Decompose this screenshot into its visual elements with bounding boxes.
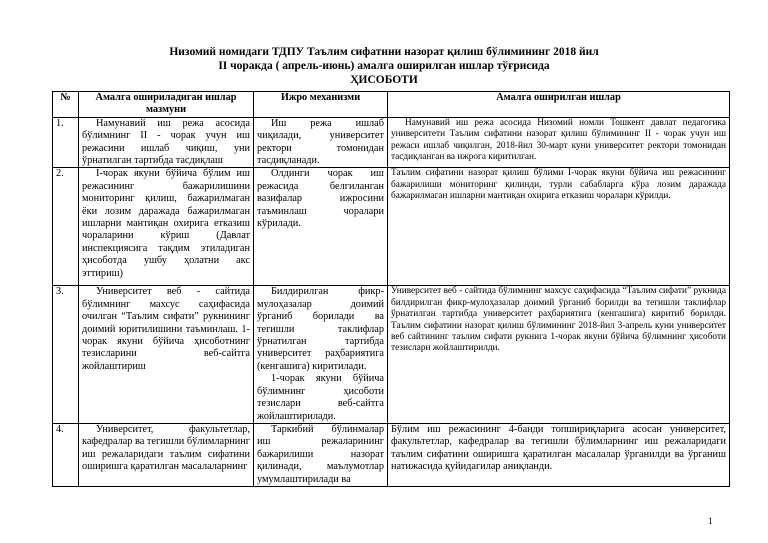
row-number: 1. [53,117,79,168]
header-number: № [53,92,79,118]
row-number: 4. [53,423,79,486]
table-header-row [53,92,730,118]
row-done: Намунавий иш режа асосида Низомий номли Тошкент давлат педагогика университети Таълим сифатини назорат қилиш бўлимининг II - чорак учун иш режаси ишлаб чиқилган, 2018-йил 30-март куни университет ректори томонидан тасдиқланган ва ижрога киритилган. [388,117,730,168]
table-row [53,117,730,168]
row-mechanism-part-2: 1-чорак якуни бўйича бўлимнинг ҳисоботи тезислари веб-сайтга жойлаштирилади. [257,373,384,422]
page-number: 1 [708,517,713,527]
report-title-line-2: II чоракда ( апрель-июнь) амалга оширилган ишлар тўғрисида [218,60,550,72]
row-content: I-чорак якуни бўйича бўлим иш режасининг бажарилишини мониторинг қилиш, бажарилмаган ёки лозим даражада бажарилмаган ишларни мантиқан охирига етказиш чораларини кўриш (Давлат инспекциясига тақдим этиладиган ҳисоботда ушбу ҳолатни акс эттириш) [79,168,254,286]
row-mechanism: Иш режа ишлаб чиқилади, университет ректори томонидан тасдиқланади. [254,117,388,168]
row-number: 3. [53,286,79,423]
row-done: Бўлим иш режасининг 4-банди топшириқларига асосан университет, факультетлар, кафедралар ва тегишли бўлимларнинг иш режаларидаги таълим сифатини оширишга қаратилган масалалар ўрганилди ва ўрганиш натижасида қуйидагилар аниқланди. [388,423,730,486]
header-content: Амалга ошириладиган ишлар мазмуни [79,92,254,118]
table-row [53,423,730,486]
row-done: Университет веб - сайтида бўлимнинг махсус саҳифасида “Таълим сифати” рукнида билдирилган фикр-мулоҳазалар доимий ўрганиб борилди ва тегишли таклифлар ўрнатилган тартибда университет раҳбариятига (кенгашига) киритиб борилди. Таълим сифатини назорат қилиш бўлимининг 2018-йил 3-апрель куни университет веб сайтининг таълим сифати рукнига 1-чорак якуни бўйича бўлимнинг ҳисоботи тезислари жойлаштирилди. [388,286,730,423]
row-number: 2. [53,168,79,286]
row-content: Университет веб - сайтида бўлимнинг махсус саҳифасида очилган “Таълим сифати” рукнининг доимий юритилишини таъминлаш. 1-чорак якуни бўйича ҳисоботнинг тезисларини веб-сайтга жойлаштириш [79,286,254,423]
table-row [53,286,730,423]
report-title-line-3: ҲИСОБОТИ [350,74,418,86]
row-mechanism-part-1: Билдирилган фикр-мулоҳазалар доимий ўрганиб борилади ва тегишли таклифлар ўрнатилган тартибда университет раҳбариятига (кенгашига) киритилади. [257,286,384,372]
table-row [53,168,730,286]
row-done: Таълим сифатини назорат қилиш бўлими I-чорак якуни бўйича иш режасининг бажарилиши мониторинг қилинди, турли сабабларга кўра лозим даражада бажарилмаган ишларни мантиқан охирига етказиш чоралари кўрилди. [388,168,730,286]
report-table [52,91,730,487]
row-content: Университет, факультетлар, кафедралар ва тегишли бўлимларнинг иш режаларидаги таълим сифатини оширишга қаратилган масалаларнинг [79,423,254,486]
report-title-line-1: Низомий номидаги ТДПУ Таълим сифатини назорат қилиш бўлимининг 2018 йил [169,46,599,58]
header-done: Амалга оширилган ишлар [388,92,730,118]
row-mechanism [254,286,388,423]
row-mechanism: Олдинги чорак иш режасида белгиланган вазифалар ижросини таъминлаш чоралари кўрилади. [254,168,388,286]
row-mechanism: Таркибий бўлинмалар иш режаларининг бажарилиши назорат қилинади, маълумотлар умумлаштирилади ва [254,423,388,486]
row-content: Намунавий иш режа асосида бўлимнинг II - чорак учун иш режасини ишлаб чиқиш, уни ўрнатилган тартибда тасдиқлаш [79,117,254,168]
header-mechanism: Ижро механизми [254,92,388,118]
